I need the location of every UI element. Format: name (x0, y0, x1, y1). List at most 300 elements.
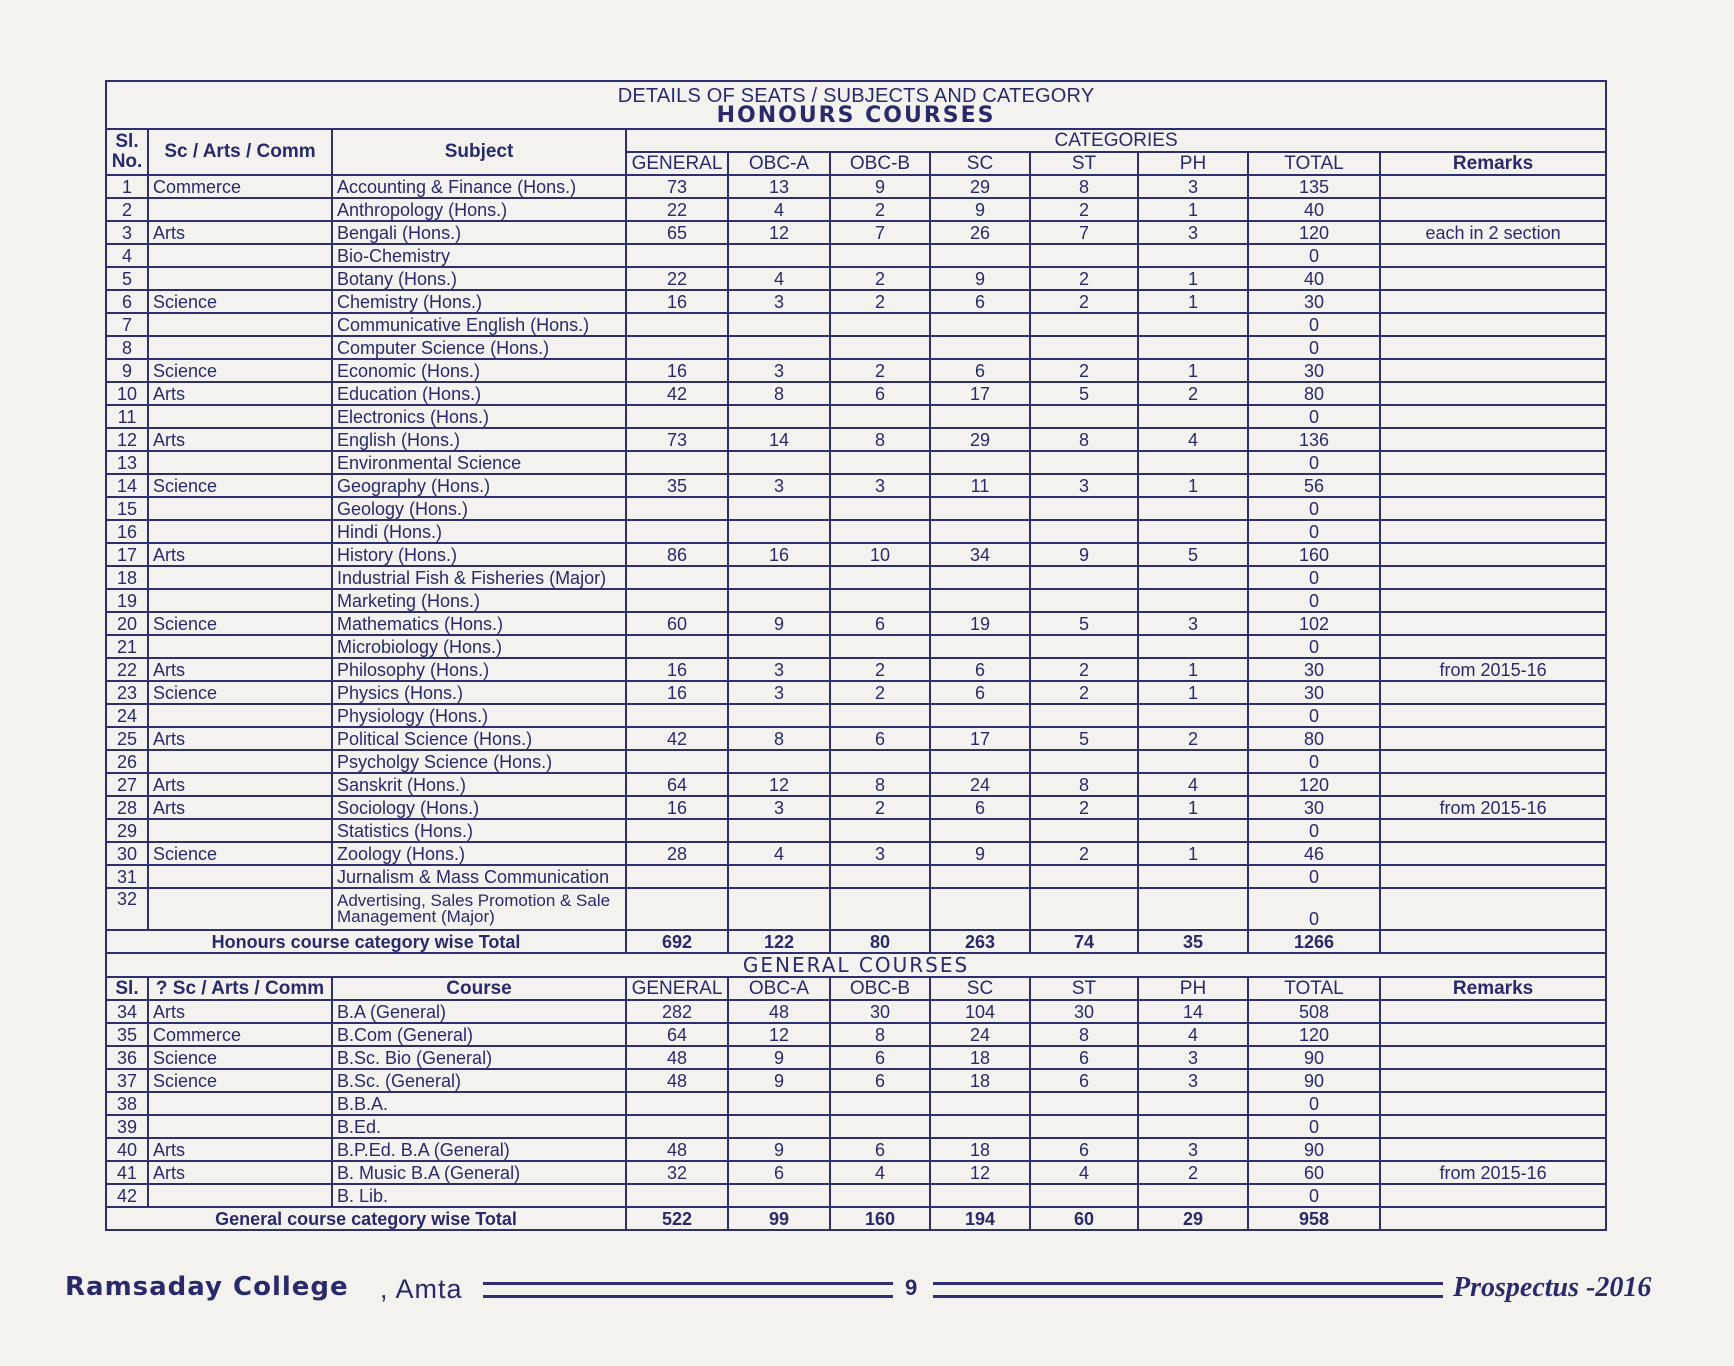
row-stream: Arts (148, 796, 332, 819)
row-st (1030, 336, 1138, 359)
row-sl: 38 (106, 1092, 148, 1115)
row-obca (728, 336, 830, 359)
row-general (626, 865, 728, 888)
row-general (626, 1184, 728, 1207)
general-header-general: GENERAL (626, 977, 728, 1000)
row-obcb (830, 589, 930, 612)
row-sc: 6 (930, 359, 1030, 382)
table-row (106, 658, 1606, 681)
row-sc: 9 (930, 198, 1030, 221)
row-remarks (1380, 290, 1606, 313)
row-ph: 3 (1138, 175, 1248, 198)
row-obca (728, 888, 830, 930)
row-obca: 3 (728, 474, 830, 497)
table-row (106, 589, 1606, 612)
row-obcb (830, 497, 930, 520)
row-sc: 18 (930, 1138, 1030, 1161)
row-sc (930, 1092, 1030, 1115)
row-stream (148, 1115, 332, 1138)
row-general (626, 520, 728, 543)
row-remarks (1380, 1115, 1606, 1138)
row-total: 102 (1248, 612, 1380, 635)
row-obcb: 2 (830, 658, 930, 681)
total-sc: 194 (930, 1207, 1030, 1230)
table-row (106, 244, 1606, 267)
row-remarks (1380, 198, 1606, 221)
row-general: 64 (626, 773, 728, 796)
row-general: 32 (626, 1161, 728, 1184)
row-stream: Science (148, 290, 332, 313)
row-total: 30 (1248, 359, 1380, 382)
row-st: 3 (1030, 474, 1138, 497)
row-subject: B.Sc. (General) (332, 1069, 626, 1092)
row-ph (1138, 520, 1248, 543)
row-general (626, 819, 728, 842)
row-stream (148, 405, 332, 428)
row-st (1030, 1092, 1138, 1115)
table-row (106, 428, 1606, 451)
row-sc (930, 497, 1030, 520)
row-total: 30 (1248, 681, 1380, 704)
row-remarks: each in 2 section (1380, 221, 1606, 244)
row-remarks (1380, 1069, 1606, 1092)
general-header-course: Course (332, 977, 626, 1000)
row-sc (930, 865, 1030, 888)
table-row (106, 566, 1606, 589)
row-st (1030, 1184, 1138, 1207)
row-ph (1138, 336, 1248, 359)
total-total: 958 (1248, 1207, 1380, 1230)
row-general (626, 405, 728, 428)
row-stream: Arts (148, 773, 332, 796)
row-general: 73 (626, 428, 728, 451)
row-general (626, 1092, 728, 1115)
row-remarks (1380, 175, 1606, 198)
total-total: 1266 (1248, 930, 1380, 953)
row-general: 28 (626, 842, 728, 865)
row-subject: Psycholgy Science (Hons.) (332, 750, 626, 773)
row-general: 48 (626, 1046, 728, 1069)
row-obcb (830, 1115, 930, 1138)
row-total: 0 (1248, 520, 1380, 543)
row-sl: 26 (106, 750, 148, 773)
row-remarks (1380, 497, 1606, 520)
row-obcb (830, 405, 930, 428)
row-stream (148, 267, 332, 290)
row-subject: Chemistry (Hons.) (332, 290, 626, 313)
footer-rule-left (483, 1282, 893, 1298)
row-st (1030, 520, 1138, 543)
row-subject: Physics (Hons.) (332, 681, 626, 704)
row-general: 22 (626, 267, 728, 290)
table-row (106, 1046, 1606, 1069)
row-total: 0 (1248, 819, 1380, 842)
total-ph: 35 (1138, 930, 1248, 953)
row-sl: 6 (106, 290, 148, 313)
row-obca (728, 819, 830, 842)
row-total: 80 (1248, 382, 1380, 405)
row-obcb (830, 704, 930, 727)
row-stream: Commerce (148, 1023, 332, 1046)
row-ph (1138, 313, 1248, 336)
row-ph (1138, 704, 1248, 727)
row-total: 0 (1248, 497, 1380, 520)
row-obca (728, 244, 830, 267)
row-obca: 3 (728, 681, 830, 704)
row-ph (1138, 405, 1248, 428)
row-stream (148, 704, 332, 727)
row-general: 86 (626, 543, 728, 566)
row-general (626, 750, 728, 773)
row-stream (148, 497, 332, 520)
row-subject: Geography (Hons.) (332, 474, 626, 497)
row-sc (930, 750, 1030, 773)
row-subject: Sanskrit (Hons.) (332, 773, 626, 796)
table-row (106, 681, 1606, 704)
row-obca (728, 750, 830, 773)
row-total: 0 (1248, 865, 1380, 888)
row-remarks (1380, 474, 1606, 497)
row-subject: Microbiology (Hons.) (332, 635, 626, 658)
row-total: 56 (1248, 474, 1380, 497)
row-ph: 3 (1138, 221, 1248, 244)
row-subject: Mathematics (Hons.) (332, 612, 626, 635)
row-obca: 6 (728, 1161, 830, 1184)
row-general (626, 313, 728, 336)
row-obcb: 6 (830, 727, 930, 750)
header-categories: CATEGORIES (626, 129, 1606, 152)
row-ph: 4 (1138, 428, 1248, 451)
row-sc: 6 (930, 796, 1030, 819)
row-total: 0 (1248, 566, 1380, 589)
row-sc: 104 (930, 1000, 1030, 1023)
row-sc (930, 336, 1030, 359)
row-st: 2 (1030, 198, 1138, 221)
row-subject: Sociology (Hons.) (332, 796, 626, 819)
row-total: 0 (1248, 635, 1380, 658)
row-sl: 29 (106, 819, 148, 842)
row-ph (1138, 244, 1248, 267)
row-obca: 9 (728, 1069, 830, 1092)
general-courses-title-row (106, 953, 1606, 977)
row-ph (1138, 1184, 1248, 1207)
table-row (106, 842, 1606, 865)
row-ph: 1 (1138, 474, 1248, 497)
row-general (626, 589, 728, 612)
row-stream (148, 1092, 332, 1115)
row-total: 0 (1248, 336, 1380, 359)
row-obcb: 3 (830, 474, 930, 497)
row-remarks (1380, 612, 1606, 635)
row-total: 0 (1248, 313, 1380, 336)
table-row (106, 336, 1606, 359)
general-header-obcb: OBC-B (830, 977, 930, 1000)
row-total: 90 (1248, 1138, 1380, 1161)
row-sc: 17 (930, 382, 1030, 405)
total-obcb: 80 (830, 930, 930, 953)
row-subject: Computer Science (Hons.) (332, 336, 626, 359)
college-location: , Amta (380, 1274, 463, 1304)
table-row (106, 267, 1606, 290)
row-subject: Education (Hons.) (332, 382, 626, 405)
row-st (1030, 497, 1138, 520)
row-total: 40 (1248, 267, 1380, 290)
row-sc (930, 520, 1030, 543)
total-st: 74 (1030, 930, 1138, 953)
row-obcb: 6 (830, 1138, 930, 1161)
general-header-st: ST (1030, 977, 1138, 1000)
row-st (1030, 750, 1138, 773)
row-total: 0 (1248, 888, 1380, 930)
total-remarks (1380, 1207, 1606, 1230)
row-st: 2 (1030, 658, 1138, 681)
table-row (106, 1161, 1606, 1184)
row-remarks (1380, 336, 1606, 359)
row-sl: 42 (106, 1184, 148, 1207)
row-sl: 23 (106, 681, 148, 704)
row-st: 2 (1030, 796, 1138, 819)
row-total: 0 (1248, 750, 1380, 773)
row-sl: 40 (106, 1138, 148, 1161)
row-subject: B.Sc. Bio (General) (332, 1046, 626, 1069)
row-obcb: 10 (830, 543, 930, 566)
row-remarks (1380, 681, 1606, 704)
row-remarks: from 2015-16 (1380, 796, 1606, 819)
row-total: 90 (1248, 1046, 1380, 1069)
row-sl: 20 (106, 612, 148, 635)
row-remarks (1380, 451, 1606, 474)
row-remarks (1380, 842, 1606, 865)
row-sc (930, 405, 1030, 428)
row-total: 136 (1248, 428, 1380, 451)
row-remarks (1380, 727, 1606, 750)
row-ph (1138, 497, 1248, 520)
row-obca: 8 (728, 382, 830, 405)
row-total: 0 (1248, 1184, 1380, 1207)
row-obcb: 2 (830, 290, 930, 313)
row-sc (930, 313, 1030, 336)
row-obca (728, 589, 830, 612)
row-remarks (1380, 865, 1606, 888)
row-subject: Communicative English (Hons.) (332, 313, 626, 336)
row-total: 0 (1248, 244, 1380, 267)
row-sc (930, 451, 1030, 474)
row-stream: Arts (148, 1161, 332, 1184)
row-st (1030, 1115, 1138, 1138)
table-row (106, 497, 1606, 520)
row-sc: 34 (930, 543, 1030, 566)
row-subject: Electronics (Hons.) (332, 405, 626, 428)
row-stream (148, 520, 332, 543)
row-subject: B. Lib. (332, 1184, 626, 1207)
row-remarks (1380, 520, 1606, 543)
row-remarks (1380, 635, 1606, 658)
total-general: 522 (626, 1207, 728, 1230)
row-remarks (1380, 359, 1606, 382)
row-stream: Arts (148, 428, 332, 451)
row-general (626, 704, 728, 727)
row-ph: 14 (1138, 1000, 1248, 1023)
general-header-total: TOTAL (1248, 977, 1380, 1000)
row-st: 4 (1030, 1161, 1138, 1184)
row-obca: 3 (728, 658, 830, 681)
row-st (1030, 313, 1138, 336)
row-stream (148, 589, 332, 612)
row-stream: Arts (148, 1138, 332, 1161)
row-sc: 17 (930, 727, 1030, 750)
header-sl: Sl. No. (106, 129, 148, 175)
table-row (106, 359, 1606, 382)
row-obca (728, 497, 830, 520)
row-obcb: 6 (830, 1046, 930, 1069)
general-header-sc: SC (930, 977, 1030, 1000)
row-sl: 4 (106, 244, 148, 267)
row-ph: 3 (1138, 1138, 1248, 1161)
row-obcb (830, 1092, 930, 1115)
row-ph: 2 (1138, 382, 1248, 405)
row-obcb: 2 (830, 198, 930, 221)
row-sc (930, 819, 1030, 842)
row-subject: Physiology (Hons.) (332, 704, 626, 727)
total-obcb: 160 (830, 1207, 930, 1230)
row-ph (1138, 1092, 1248, 1115)
row-total: 0 (1248, 405, 1380, 428)
row-ph: 3 (1138, 612, 1248, 635)
row-ph: 4 (1138, 1023, 1248, 1046)
table-title (106, 81, 1606, 129)
row-sc: 24 (930, 1023, 1030, 1046)
total-remarks (1380, 930, 1606, 953)
row-obca: 3 (728, 290, 830, 313)
row-stream (148, 244, 332, 267)
row-ph (1138, 865, 1248, 888)
honours-total-row (106, 930, 1606, 953)
row-st: 5 (1030, 612, 1138, 635)
row-general (626, 1115, 728, 1138)
total-st: 60 (1030, 1207, 1138, 1230)
row-general: 16 (626, 290, 728, 313)
row-sl: 12 (106, 428, 148, 451)
row-total: 120 (1248, 773, 1380, 796)
row-obca (728, 704, 830, 727)
row-ph: 1 (1138, 359, 1248, 382)
row-obcb: 6 (830, 382, 930, 405)
row-general: 60 (626, 612, 728, 635)
row-obcb (830, 819, 930, 842)
row-obcb: 6 (830, 612, 930, 635)
header-col-total: TOTAL (1248, 152, 1380, 175)
row-st (1030, 566, 1138, 589)
title-line1: DETAILS OF SEATS / SUBJECTS AND CATEGORY (617, 85, 1095, 107)
row-stream (148, 336, 332, 359)
header-col-general: GENERAL (626, 152, 728, 175)
table-row (106, 1138, 1606, 1161)
row-st (1030, 865, 1138, 888)
table-row (106, 819, 1606, 842)
row-sc: 18 (930, 1069, 1030, 1092)
row-obca (728, 520, 830, 543)
row-obcb (830, 635, 930, 658)
college-name: Ramsaday College (65, 1272, 349, 1302)
row-obca: 12 (728, 773, 830, 796)
row-subject: B.P.Ed. B.A (General) (332, 1138, 626, 1161)
row-stream (148, 313, 332, 336)
row-stream: Arts (148, 221, 332, 244)
row-ph: 4 (1138, 773, 1248, 796)
header-col-obcb: OBC-B (830, 152, 930, 175)
row-sl: 3 (106, 221, 148, 244)
row-st: 8 (1030, 773, 1138, 796)
row-st: 6 (1030, 1046, 1138, 1069)
table-row (106, 198, 1606, 221)
row-st: 5 (1030, 727, 1138, 750)
table-row (106, 773, 1606, 796)
row-ph (1138, 888, 1248, 930)
row-st: 2 (1030, 359, 1138, 382)
row-obca (728, 313, 830, 336)
row-stream (148, 750, 332, 773)
row-obca: 48 (728, 1000, 830, 1023)
row-ph (1138, 451, 1248, 474)
row-st (1030, 635, 1138, 658)
row-obcb (830, 244, 930, 267)
table-row (106, 727, 1606, 750)
total-label: Honours course category wise Total (106, 930, 626, 953)
row-general: 42 (626, 382, 728, 405)
row-ph: 1 (1138, 198, 1248, 221)
row-remarks (1380, 267, 1606, 290)
row-ph (1138, 589, 1248, 612)
row-stream: Science (148, 1069, 332, 1092)
row-sc: 9 (930, 267, 1030, 290)
row-sl: 2 (106, 198, 148, 221)
row-sc: 24 (930, 773, 1030, 796)
row-general (626, 451, 728, 474)
row-obca (728, 1115, 830, 1138)
row-ph: 5 (1138, 543, 1248, 566)
row-total: 90 (1248, 1069, 1380, 1092)
table-row (106, 382, 1606, 405)
row-stream (148, 1184, 332, 1207)
row-obcb: 6 (830, 1069, 930, 1092)
row-general: 42 (626, 727, 728, 750)
row-st (1030, 244, 1138, 267)
row-sl: 30 (106, 842, 148, 865)
row-stream: Arts (148, 727, 332, 750)
row-obcb (830, 750, 930, 773)
row-sc (930, 244, 1030, 267)
header-stream: Sc / Arts / Comm (148, 129, 332, 175)
row-stream: Science (148, 842, 332, 865)
row-obca (728, 405, 830, 428)
table-row (106, 221, 1606, 244)
general-header-stream: ? Sc / Arts / Comm (148, 977, 332, 1000)
row-total: 0 (1248, 1092, 1380, 1115)
row-subject: B.Ed. (332, 1115, 626, 1138)
table-row (106, 1115, 1606, 1138)
row-sl: 35 (106, 1023, 148, 1046)
row-stream: Arts (148, 1000, 332, 1023)
row-stream: Commerce (148, 175, 332, 198)
row-obca: 9 (728, 1138, 830, 1161)
row-stream (148, 451, 332, 474)
row-st: 8 (1030, 1023, 1138, 1046)
row-remarks (1380, 313, 1606, 336)
row-remarks (1380, 1138, 1606, 1161)
total-sc: 263 (930, 930, 1030, 953)
row-subject: Zoology (Hons.) (332, 842, 626, 865)
row-obca: 3 (728, 359, 830, 382)
